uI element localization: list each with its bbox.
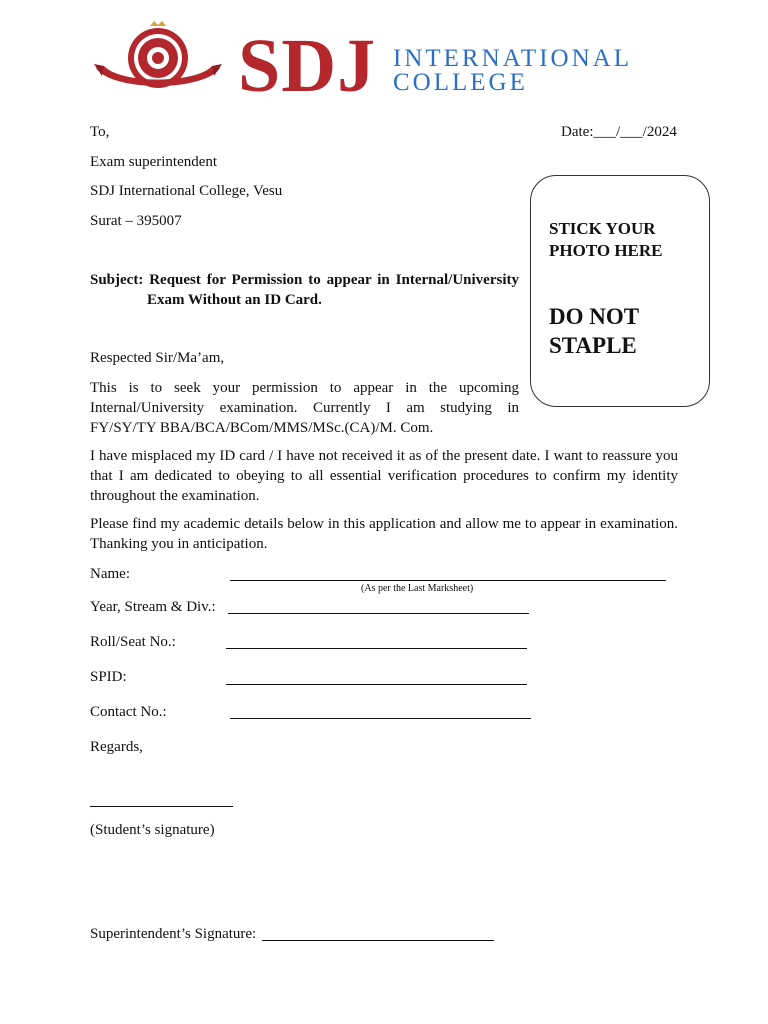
name-note: (As per the Last Marksheet) <box>361 583 474 594</box>
college-crest-icon <box>92 20 224 100</box>
brand-short-name: SDJ <box>238 24 377 108</box>
address-line-2: SDJ International College, Vesu <box>90 183 283 199</box>
photo-instruction-line-1: STICK YOUR <box>549 219 656 238</box>
staple-warning <box>549 302 699 360</box>
paragraph-3: Please find my academic details below in this application and allow me to appear in examination. Thanking you in anticipation. <box>90 516 678 552</box>
superintendent-signature-label: Superintendent’s Signature: <box>90 926 257 942</box>
staple-warning-line-1: DO NOT <box>549 304 640 329</box>
name-blank-line[interactable] <box>230 580 666 581</box>
contact-blank-line[interactable] <box>230 718 531 719</box>
staple-warning-line-2: STAPLE <box>549 333 637 358</box>
roll-seat-label: Roll/Seat No.: <box>90 634 176 650</box>
year-stream-label: Year, Stream & Div.: <box>90 599 216 615</box>
contact-label: Contact No.: <box>90 704 167 720</box>
photo-box <box>530 175 710 407</box>
photo-instruction <box>549 218 699 262</box>
regards-label: Regards, <box>90 739 143 755</box>
to-label: To, <box>90 124 110 140</box>
spid-label: SPID: <box>90 669 127 685</box>
address-line-3: Surat – 395007 <box>90 213 182 229</box>
paragraph-2: I have misplaced my ID card / I have not received it as of the present date. I want to reassure you that I am dedicated to obeying to all essential verification procedures to confirm my identity throughout the examination. <box>90 448 678 504</box>
student-signature-label: (Student’s signature) <box>90 822 215 838</box>
subject-line-1: Subject: Request for Permission to appear in Internal/University <box>90 272 519 288</box>
student-signature-line[interactable] <box>90 806 233 807</box>
name-label: Name: <box>90 566 130 582</box>
superintendent-signature-line[interactable] <box>262 940 494 941</box>
year-stream-blank-line[interactable] <box>228 613 529 614</box>
roll-seat-blank-line[interactable] <box>226 648 527 649</box>
address-line-1: Exam superintendent <box>90 154 218 170</box>
subject-line-2: Exam Without an ID Card. <box>147 292 322 308</box>
brand-line-2: COLLEGE <box>393 69 528 96</box>
brand-line-1: INTERNATIONAL <box>393 45 632 72</box>
paragraph-1: This is to seek your permission to appear in the upcoming Internal/University examination. Currently I am studying in FY/SY/TY BBA/BCA/BCom/MMS/MSc.(CA)/M. Com. <box>90 380 519 436</box>
salutation: Respected Sir/Ma’am, <box>90 350 225 366</box>
photo-instruction-line-2: PHOTO HERE <box>549 241 663 260</box>
spid-blank-line[interactable] <box>226 684 527 685</box>
date-field: Date:___/___/2024 <box>561 124 677 140</box>
